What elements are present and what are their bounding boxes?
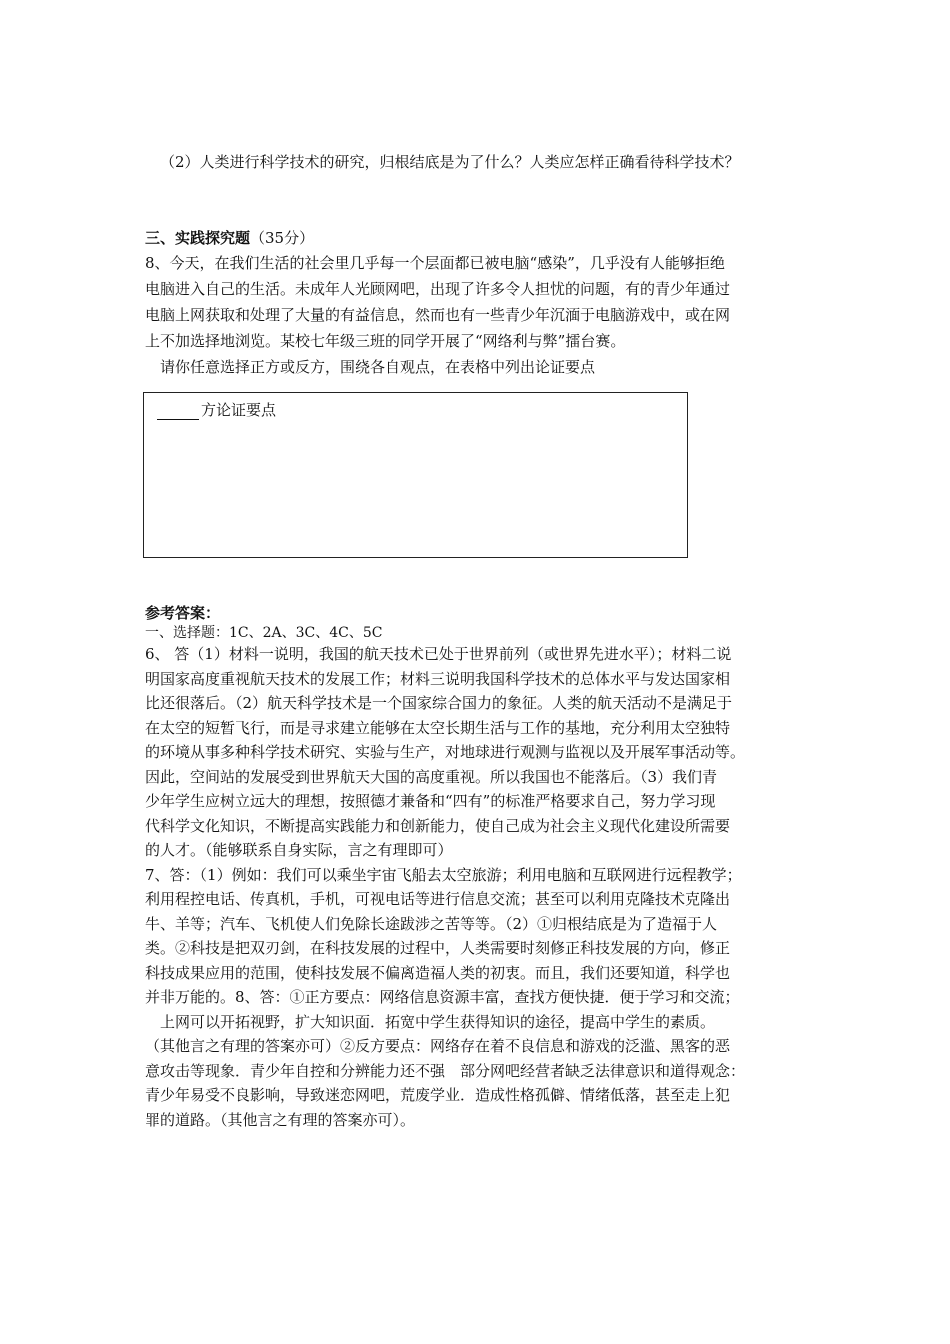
answer-line: 在太空的短暂飞行，而是寻求建立能够在太空长期生活与工作的基地，充分利用太空独特 bbox=[145, 718, 731, 737]
answer-line: 上网可以开拓视野，扩大知识面．拓宽中学生获得知识的途径，提高中学生的素质。 bbox=[145, 1012, 716, 1031]
question-8-text bbox=[145, 250, 825, 380]
answer-line: 比还很落后。（2）航天科学技术是一个国家综合国力的象征。人类的航天活动不是满足于 bbox=[145, 694, 733, 712]
section-3-score: （35分） bbox=[250, 229, 315, 247]
answer-line: 青少年易受不良影响，导致迷恋网吧，荒废学业．造成性格孤僻、情绪低落，甚至走上犯 bbox=[145, 1086, 731, 1104]
answer-line: 的人才。（能够联系自身实际，言之有理即可） bbox=[145, 841, 453, 859]
answer-line: 代科学文化知识，不断提高实践能力和创新能力，使自己成为社会主义现代化建设所需要 bbox=[145, 816, 731, 835]
fill-in-blank[interactable] bbox=[157, 405, 199, 420]
answers-choice: 一、选择题：1C、2A、3C、4C、5C bbox=[145, 625, 383, 641]
answer-line: 的环境从事多种科学技术研究、实验与生产，对地球进行观测与监视以及开展军事活动等。 bbox=[145, 743, 746, 761]
q8-line: 上不加选择地浏览。某校七年级三班的同学开展了“网络利与弊”擂台赛。 bbox=[145, 332, 626, 350]
answer-line: 类。②科技是把双刃剑，在科技发展的过程中，人类需要时刻修正科技发展的方向，修正 bbox=[145, 939, 731, 957]
argument-answer-box[interactable] bbox=[143, 392, 688, 558]
answers-title: 参考答案： bbox=[145, 604, 221, 622]
answer-line: 明国家高度重视航天技术的发展工作；材料三说明我国科学技术的总体水平与发达国家相 bbox=[145, 669, 731, 688]
answer-line: 牛、羊等；汽车、飞机使人们免除长途跋涉之苦等等。（2）①归根结底是为了造福于人 bbox=[145, 914, 718, 933]
q8-line: 电脑上网获取和处理了大量的有益信息，然而也有一些青少年沉湎于电脑游戏中，或在网 bbox=[145, 306, 731, 324]
answer-line: （其他言之有理的答案亦可）②反方要点：网络存在着不良信息和游戏的泛滥、黑客的恶 bbox=[145, 1037, 731, 1055]
section-3-heading bbox=[145, 228, 314, 248]
answer-line: 少年学生应树立远大的理想，按照德才兼备和“四有”的标准严格要求自己，努力学习现 bbox=[145, 792, 716, 810]
section-3-title: 三、实践探究题 bbox=[145, 229, 251, 247]
argument-box-label bbox=[157, 399, 276, 420]
q8-line: 请你任意选择正方或反方，围绕各自观点，在表格中列出论证要点 bbox=[145, 358, 596, 376]
box-label-text: 方论证要点 bbox=[201, 401, 277, 419]
answer-line: 6、 答（1）材料一说明，我国的航天技术已处于世界前列（或世界先进水平）；材料二说 bbox=[145, 645, 732, 663]
answer-line: 意攻击等现象．青少年自控和分辨能力还不强 部分网吧经营者缺乏法律意识和道得观念： bbox=[145, 1061, 746, 1080]
answer-line: 7、答：（1）例如：我们可以乘坐宇宙飞船去太空旅游；利用电脑和互联网进行远程教学； bbox=[145, 865, 742, 884]
answer-line: 罪的道路。（其他言之有理的答案亦可）。 bbox=[145, 1110, 416, 1129]
answer-line: 并非万能的。8、答：①正方要点：网络信息资源丰富，查找方便快捷．便于学习和交流； bbox=[145, 988, 740, 1006]
answers-body bbox=[145, 642, 825, 1132]
answer-line: 利用程控电话、传真机，手机，可视电话等进行信息交流；甚至可以利用克隆技术克隆出 bbox=[145, 890, 731, 908]
q8-line: 8、今天，在我们生活的社会里几乎每一个层面都已被电脑“感染”，几乎没有人能够拒绝 bbox=[145, 254, 725, 272]
q8-line: 电脑进入自己的生活。未成年人光顾网吧，出现了许多令人担忧的问题，有的青少年通过 bbox=[145, 280, 731, 298]
answer-line: 科技成果应用的范围，使科技发展不偏离造福人类的初衷。而且，我们还要知道，科学也 bbox=[145, 963, 731, 982]
answer-line: 因此，空间站的发展受到世界航天大国的高度重视。所以我国也不能落后。（3）我们青 bbox=[145, 767, 718, 786]
question-2-text: （2）人类进行科学技术的研究，归根结底是为了什么？人类应怎样正确看待科学技术？ bbox=[160, 153, 740, 171]
